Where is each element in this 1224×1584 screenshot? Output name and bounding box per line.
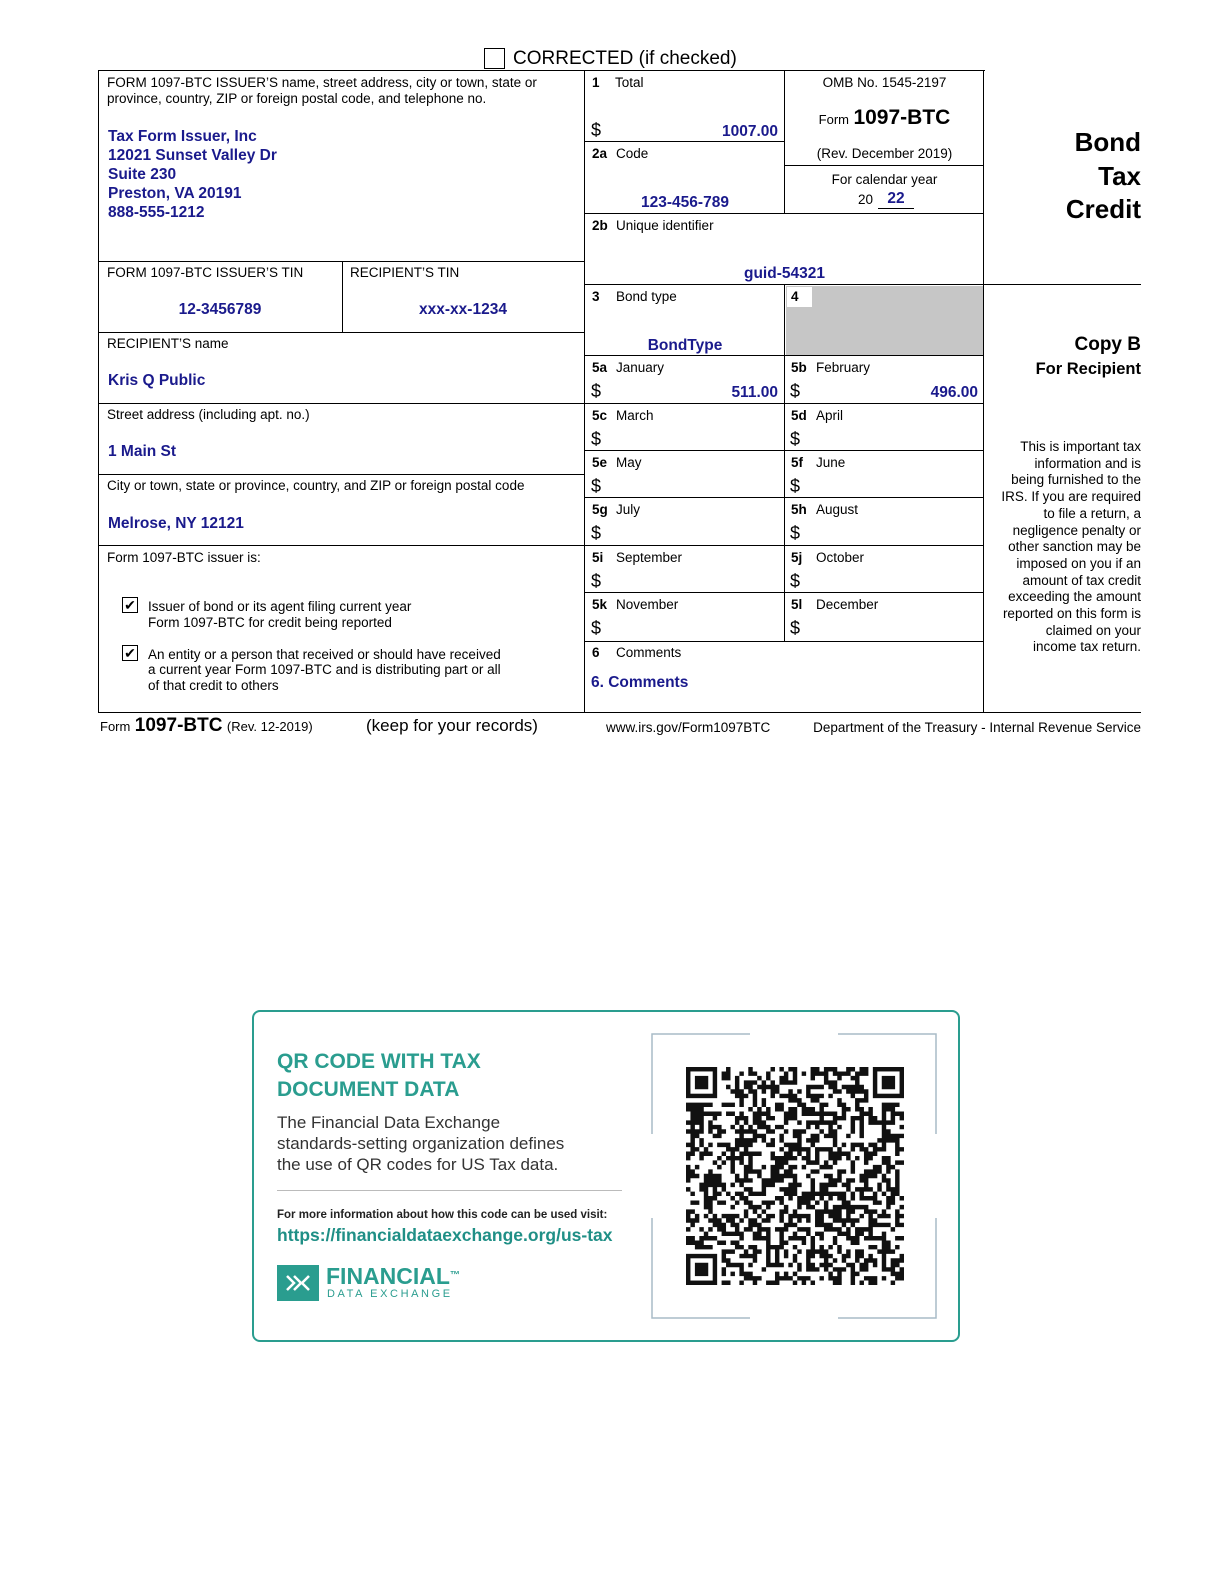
box5k-dollar: $ bbox=[591, 618, 602, 638]
box6-number: 6 bbox=[592, 645, 600, 660]
box5a-label: January bbox=[616, 360, 665, 375]
box5f-label: June bbox=[816, 455, 846, 470]
box5d-label: April bbox=[816, 408, 844, 423]
box5j-dollar: $ bbox=[790, 571, 801, 591]
for-recipient-label: For Recipient bbox=[1035, 360, 1141, 378]
box5l-dollar: $ bbox=[790, 618, 801, 638]
box5b-dollar: $ bbox=[790, 381, 801, 401]
box5b-label: February bbox=[816, 360, 871, 375]
issuer-is-label: Form 1097-BTC issuer is: bbox=[107, 550, 261, 565]
box5c-number: 5c bbox=[592, 408, 608, 423]
box5d-number: 5d bbox=[791, 408, 807, 423]
box2a-label: Code bbox=[616, 146, 649, 161]
entity-text-line2: a current year Form 1097-BTC and is distributing part or all bbox=[148, 662, 501, 677]
issuer-label-line1: FORM 1097-BTC ISSUER’S name, street address, city or town, state or bbox=[107, 75, 537, 90]
recipient-street-label: Street address (including apt. no.) bbox=[107, 407, 310, 422]
form-title bbox=[785, 106, 984, 130]
footer-dept: Department of the Treasury - Internal Revenue Service bbox=[813, 720, 1141, 735]
recipient-street: 1 Main St bbox=[108, 443, 177, 460]
issuer-label-line2: province, country, ZIP or foreign postal code, and telephone no. bbox=[107, 91, 487, 106]
issuer-tin: 12-3456789 bbox=[178, 301, 262, 318]
recipient-city: Melrose, NY 12121 bbox=[108, 515, 244, 532]
box5k-label: November bbox=[616, 597, 679, 612]
footer-keep: (keep for your records) bbox=[366, 716, 538, 735]
qr-link[interactable]: https://financialdataexchange.org/us-tax bbox=[277, 1225, 613, 1245]
box5d-dollar: $ bbox=[790, 429, 801, 449]
issuer-agent-checkbox[interactable]: ✔ bbox=[122, 597, 138, 613]
box5i-dollar: $ bbox=[591, 571, 602, 591]
box5e-dollar: $ bbox=[591, 476, 602, 496]
box3-value: BondType bbox=[647, 337, 723, 354]
box1-value: 1007.00 bbox=[721, 123, 778, 140]
box6-label: Comments bbox=[616, 645, 682, 660]
box2b-value: guid-54321 bbox=[744, 265, 825, 282]
year-prefix: 20 bbox=[858, 192, 874, 207]
box5a-value: 511.00 bbox=[731, 384, 778, 401]
title-line3: Credit bbox=[1065, 194, 1141, 224]
box4-shaded bbox=[786, 286, 983, 355]
box5j-number: 5j bbox=[791, 550, 803, 565]
copy-b-notice: This is important tax information and is being furnished to the IRS. If you are required to file a return, a negligence penalty or other sanction may be imposed on you if an amount of tax credit exceeding the amount reported on this form is claimed on your income tax return. bbox=[1001, 439, 1141, 655]
calendar-year-label: For calendar year bbox=[831, 172, 938, 187]
issuer-suite: Suite 230 bbox=[108, 166, 177, 183]
title-line1: Bond bbox=[1074, 127, 1141, 157]
form-word: Form bbox=[818, 112, 849, 127]
box5j-label: October bbox=[816, 550, 865, 565]
box1-label: Total bbox=[615, 75, 644, 90]
box5f-dollar: $ bbox=[790, 476, 801, 496]
box5g-dollar: $ bbox=[591, 523, 602, 543]
recipient-tin-label: RECIPIENT’S TIN bbox=[350, 265, 460, 280]
entity-text-line3: of that credit to others bbox=[148, 678, 279, 693]
box5h-number: 5h bbox=[791, 502, 807, 517]
qr-card-title: QR CODE WITH TAX DOCUMENT DATA bbox=[277, 1050, 481, 1101]
box5g-number: 5g bbox=[592, 502, 608, 517]
box2b-number: 2b bbox=[592, 218, 608, 233]
box5k-number: 5k bbox=[592, 597, 608, 612]
recipient-tin: xxx-xx-1234 bbox=[419, 301, 507, 318]
entity-distributing-checkbox[interactable]: ✔ bbox=[122, 645, 138, 661]
corrected-checkbox[interactable] bbox=[484, 48, 505, 69]
title-line2: Tax bbox=[1098, 160, 1141, 191]
omb-number: OMB No. 1545-2197 bbox=[822, 75, 947, 90]
qr-code bbox=[686, 1067, 904, 1285]
recipient-name: Kris Q Public bbox=[108, 372, 206, 389]
box5i-label: September bbox=[616, 550, 683, 565]
issuer-name: Tax Form Issuer, Inc bbox=[108, 128, 257, 145]
issuer-tin-label: FORM 1097-BTC ISSUER’S TIN bbox=[107, 265, 304, 280]
fdx-logo-icon bbox=[277, 1265, 319, 1301]
box5b-number: 5b bbox=[791, 360, 807, 375]
form-title-bond-tax-credit bbox=[1066, 126, 1141, 227]
box5l-number: 5l bbox=[791, 597, 803, 612]
recipient-city-label: City or town, state or province, country, and ZIP or foreign postal code bbox=[107, 478, 525, 493]
box2b-label: Unique identifier bbox=[616, 218, 714, 233]
footer-url[interactable]: www.irs.gov/Form1097BTC bbox=[606, 720, 771, 735]
box5c-label: March bbox=[616, 408, 654, 423]
entity-text-line1: An entity or a person that received or should have received bbox=[148, 647, 501, 662]
box5i-number: 5i bbox=[592, 550, 604, 565]
box5e-label: May bbox=[616, 455, 642, 470]
box5e-number: 5e bbox=[592, 455, 608, 470]
box5b-value: 496.00 bbox=[930, 384, 978, 401]
box5a-number: 5a bbox=[592, 360, 608, 375]
issuer-agent-text-line1: Issuer of bond or its agent filing current year bbox=[148, 599, 412, 614]
year-suffix: 22 bbox=[878, 190, 914, 209]
box1-dollar: $ bbox=[591, 120, 602, 140]
qr-card-description: The Financial Data Exchange standards-setting organization defines the use of QR codes for US Tax data. bbox=[277, 1113, 565, 1174]
box3-number: 3 bbox=[592, 289, 600, 304]
box4-number: 4 bbox=[791, 289, 799, 304]
box5c-dollar: $ bbox=[591, 429, 602, 449]
box2a-number: 2a bbox=[592, 146, 608, 161]
box5f-number: 5f bbox=[791, 455, 804, 470]
box5h-label: August bbox=[816, 502, 859, 517]
fdx-logo-sub: DATA EXCHANGE bbox=[327, 1288, 453, 1300]
issuer-agent-text-line2: Form 1097-BTC for credit being reported bbox=[148, 615, 392, 630]
qr-more-info: For more information about how this code can be used visit: bbox=[277, 1209, 608, 1221]
issuer-phone: 888-555-1212 bbox=[108, 204, 205, 221]
issuer-city: Preston, VA 20191 bbox=[108, 185, 242, 202]
copy-b-label: Copy B bbox=[1074, 334, 1141, 355]
box5a-dollar: $ bbox=[591, 381, 602, 401]
corrected-label: CORRECTED (if checked) bbox=[513, 48, 737, 69]
footer-form: Form 1097-BTC (Rev. 12-2019) bbox=[100, 715, 313, 736]
box5h-dollar: $ bbox=[790, 523, 801, 543]
box3-label: Bond type bbox=[616, 289, 677, 304]
box1-number: 1 bbox=[592, 75, 600, 90]
box5l-label: December bbox=[816, 597, 879, 612]
issuer-street: 12021 Sunset Valley Dr bbox=[108, 147, 277, 164]
box2a-value: 123-456-789 bbox=[641, 194, 729, 211]
form-rev: (Rev. December 2019) bbox=[816, 146, 953, 161]
form-name: 1097-BTC bbox=[853, 106, 951, 129]
box5g-label: July bbox=[616, 502, 641, 517]
fdx-logo-main: FINANCIAL™ bbox=[326, 1263, 460, 1289]
recipient-name-label: RECIPIENT’S name bbox=[107, 336, 229, 351]
box6-value: 6. Comments bbox=[591, 674, 689, 691]
